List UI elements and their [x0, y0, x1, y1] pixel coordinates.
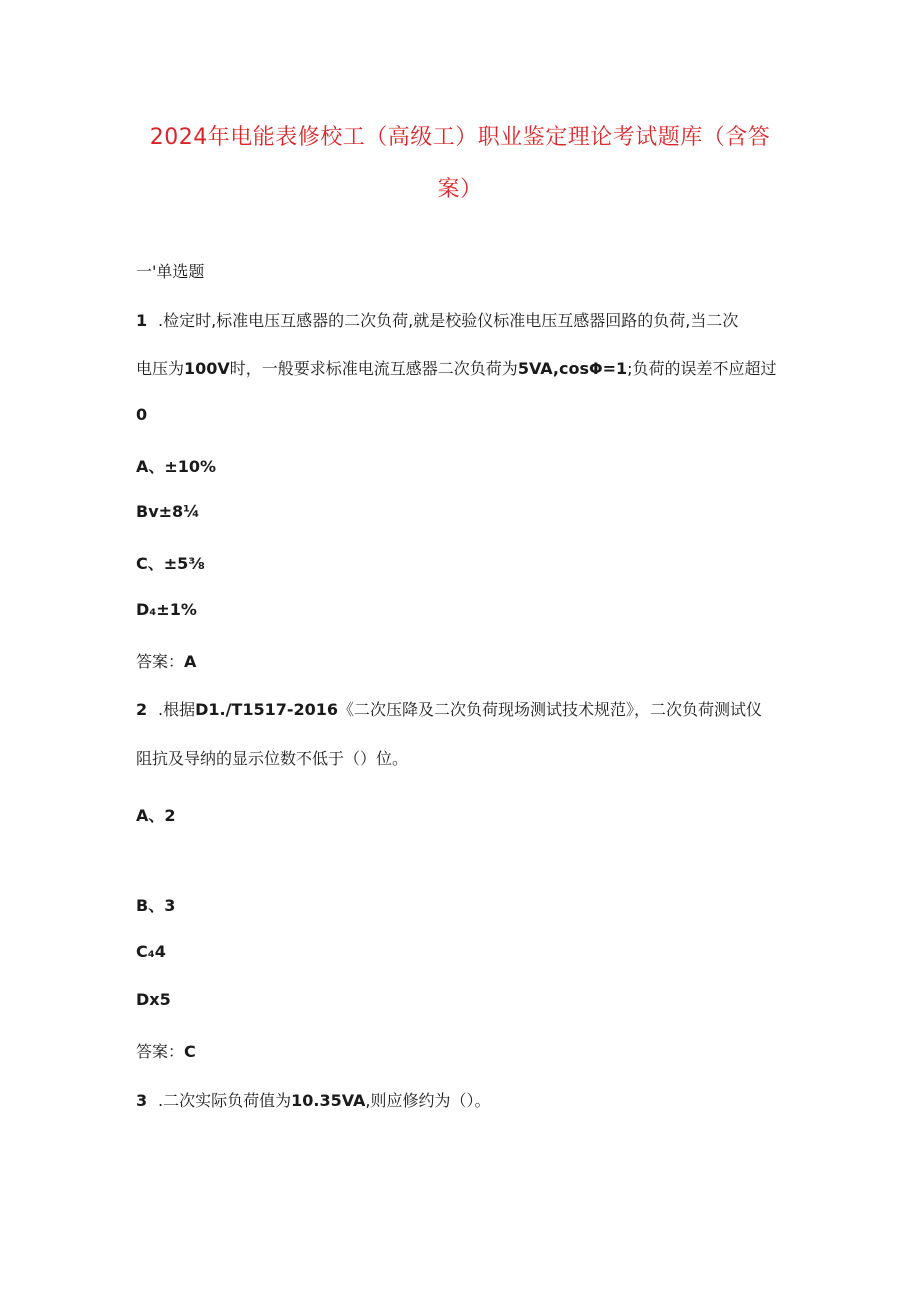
document-title-line-2: 案） [437, 177, 483, 202]
answer-label: 答案： [136, 652, 185, 671]
section-heading: 一'单选题 [136, 262, 205, 281]
question-1-text-part: ;负荷的误差不应超过 [627, 359, 777, 378]
question-3-text-part: ,则应修约为（）。 [365, 1091, 491, 1110]
question-1-answer [136, 649, 196, 672]
question-3-line-1 [136, 1088, 490, 1111]
question-2-text-part: .根据 [158, 700, 196, 719]
question-2-option-d: Dx5 [136, 990, 171, 1009]
answer-value: A [184, 652, 197, 671]
question-2-line-1 [136, 697, 762, 720]
question-2-answer [136, 1039, 196, 1062]
question-1-option-a: A、±10% [136, 457, 217, 476]
question-1-number: 1 [136, 311, 148, 330]
question-2-text-part: 《二次压降及二次负荷现场测试技术规范》，二次负荷测试仪 [338, 700, 763, 719]
question-1-line-2 [136, 356, 777, 379]
question-1-voltage: 100V [184, 359, 230, 378]
question-2-standard-code: D1./T1517-2016 [195, 700, 339, 719]
question-1-option-c: C、±5⅜ [136, 554, 205, 573]
question-1-text-part: 电压为 [136, 359, 185, 378]
question-2-number: 2 [136, 700, 148, 719]
question-1-option-d: D₄±1% [136, 600, 197, 619]
question-1-text-part: 时，一般要求标准电流互感器二次负荷为 [229, 359, 518, 378]
answer-value: C [184, 1042, 196, 1061]
question-1-line-3: 0 [136, 405, 148, 424]
answer-label: 答案： [136, 1042, 185, 1061]
question-1-option-b: Bv±8¼ [136, 502, 200, 521]
question-3-text-part: .二次实际负荷值为 [158, 1091, 292, 1110]
question-2-option-c: C₄4 [136, 942, 166, 961]
question-2-line-2: 阻抗及导纳的显示位数不低于（）位。 [136, 749, 409, 768]
question-1-load: 5VA,cosΦ=1 [517, 359, 628, 378]
question-1-text: .检定时,标准电压互感器的二次负荷,就是校验仪标准电压互感器回路的负荷,当二次 [158, 311, 739, 330]
question-2-option-b: B、3 [136, 896, 176, 915]
question-2-option-a: A、2 [136, 806, 176, 825]
question-1-line-1 [136, 308, 738, 331]
question-3-number: 3 [136, 1091, 148, 1110]
document-title-line-1: 2024年电能表修校工（高级工）职业鉴定理论考试题库（含答 [149, 125, 771, 150]
question-3-value: 10.35VA [291, 1091, 366, 1110]
